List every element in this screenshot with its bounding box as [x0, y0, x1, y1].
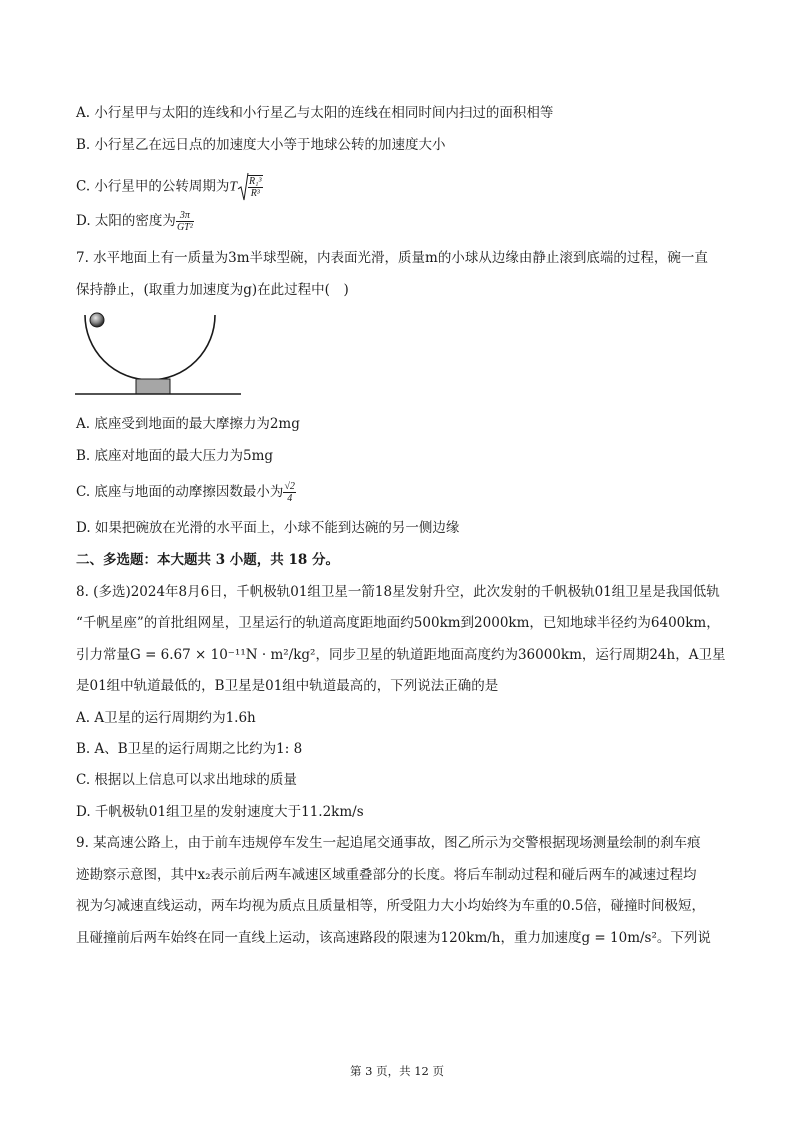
page-footer: 第 3 页，共 12 页 [349, 1064, 445, 1078]
q7-option-b: B. 底座对地面的最大压力为5mg [76, 448, 274, 464]
q8-option-d: D. 千帆极轨01组卫星的发射速度大于11.2km/s [76, 804, 364, 820]
q6-option-b: B. 小行星乙在远日点的加速度大小等于地球公转的加速度大小 [76, 137, 446, 153]
q6-option-c [76, 172, 263, 202]
q7-option-d: D. 如果把碗放在光滑的水平面上，小球不能到达碗的另一侧边缘 [76, 520, 460, 536]
q6-option-c-t: T [229, 178, 237, 194]
bowl-base [136, 379, 170, 394]
q7-option-c-fraction [283, 481, 296, 504]
q9-stem-line-3: 视为匀减速直线运动，两车均视为质点且质量相等，所受阻力大小均始终为车重的0.5倍，碰撞时间极短， [76, 898, 705, 914]
q6-option-d-denominator: GT² [176, 222, 193, 233]
q8-option-a: A. A卫星的运行周期约为1.6h [76, 710, 256, 726]
section-heading-multiple-choice: 二、多选题：本大题共 3 小题，共 18 分。 [76, 552, 339, 568]
q7-option-c-text: C. 底座与地面的动摩擦因数最小为 [76, 484, 284, 500]
q6-option-a: A. 小行星甲与太阳的连线和小行星乙与太阳的连线在相同时间内扫过的面积相等 [76, 105, 554, 121]
q9-stem-line-4: 且碰撞前后两车始终在同一直线上运动，该高速路段的限速为120km/h，重力加速度g = 10m/s²。下列说 [76, 930, 711, 946]
q9-stem-line-1: 9. 某高速公路上，由于前车违规停车发生一起追尾交通事故，图乙所示为交警根据现场测量绘制的刹车痕 [76, 835, 701, 851]
q8-stem-line-2: “千帆星座”的首批组网星，卫星运行的轨道高度距地面约500km到2000km，已知地球半径约为6400km， [76, 615, 720, 631]
q6-option-c-numerator: R₁³ [248, 176, 262, 187]
q6-option-c-text: C. 小行星甲的公转周期为 [76, 178, 230, 195]
q7-option-c [76, 481, 296, 504]
q8-stem-line-1: 8. (多选)2024年8月6日，千帆极轨01组卫星一箭18星发射升空，此次发射的千帆极轨01组卫星是我国低轨 [76, 584, 720, 600]
ball [90, 313, 104, 327]
bowl-arc [85, 315, 215, 380]
q8-option-c: C. 根据以上信息可以求出地球的质量 [76, 772, 297, 788]
q7-stem-line-1: 7. 水平地面上有一质量为3m半球型碗，内表面光滑，质量m的小球从边缘由静止滚到底端的过程，碗一直 [76, 250, 708, 266]
q8-stem-line-3: 引力常量G = 6.67 × 10⁻¹¹N · m²/kg²，同步卫星的轨道距地面高度约为36000km，运行周期24h，A卫星 [76, 647, 726, 663]
q7-option-a: A. 底座受到地面的最大摩擦力为2mg [76, 416, 300, 432]
q8-option-b: B. A、B卫星的运行周期之比约为1: 8 [76, 741, 303, 757]
q6-option-c-denominator: R³ [250, 188, 260, 199]
q6-option-d [76, 210, 194, 233]
q7-option-c-numerator: √2 [284, 481, 295, 492]
q7-option-c-denominator: 4 [287, 493, 293, 504]
q6-option-c-fraction [248, 175, 263, 199]
bowl-diagram [70, 306, 250, 398]
q8-stem-line-4: 是01组中轨道最低的，B卫星是01组中轨道最高的，下列说法正确的是 [76, 678, 499, 694]
q7-stem-line-2: 保持静止，(取重力加速度为g)在此过程中( ) [76, 282, 349, 298]
q6-option-d-text: D. 太阳的密度为 [76, 213, 176, 229]
q6-option-d-fraction [176, 210, 194, 233]
q6-option-d-numerator: 3π [176, 210, 194, 222]
q9-stem-line-2: 迹勘察示意图，其中x₂表示前后两车减速区域重叠部分的长度。将后车制动过程和碰后两车的减速过程均 [76, 867, 697, 883]
